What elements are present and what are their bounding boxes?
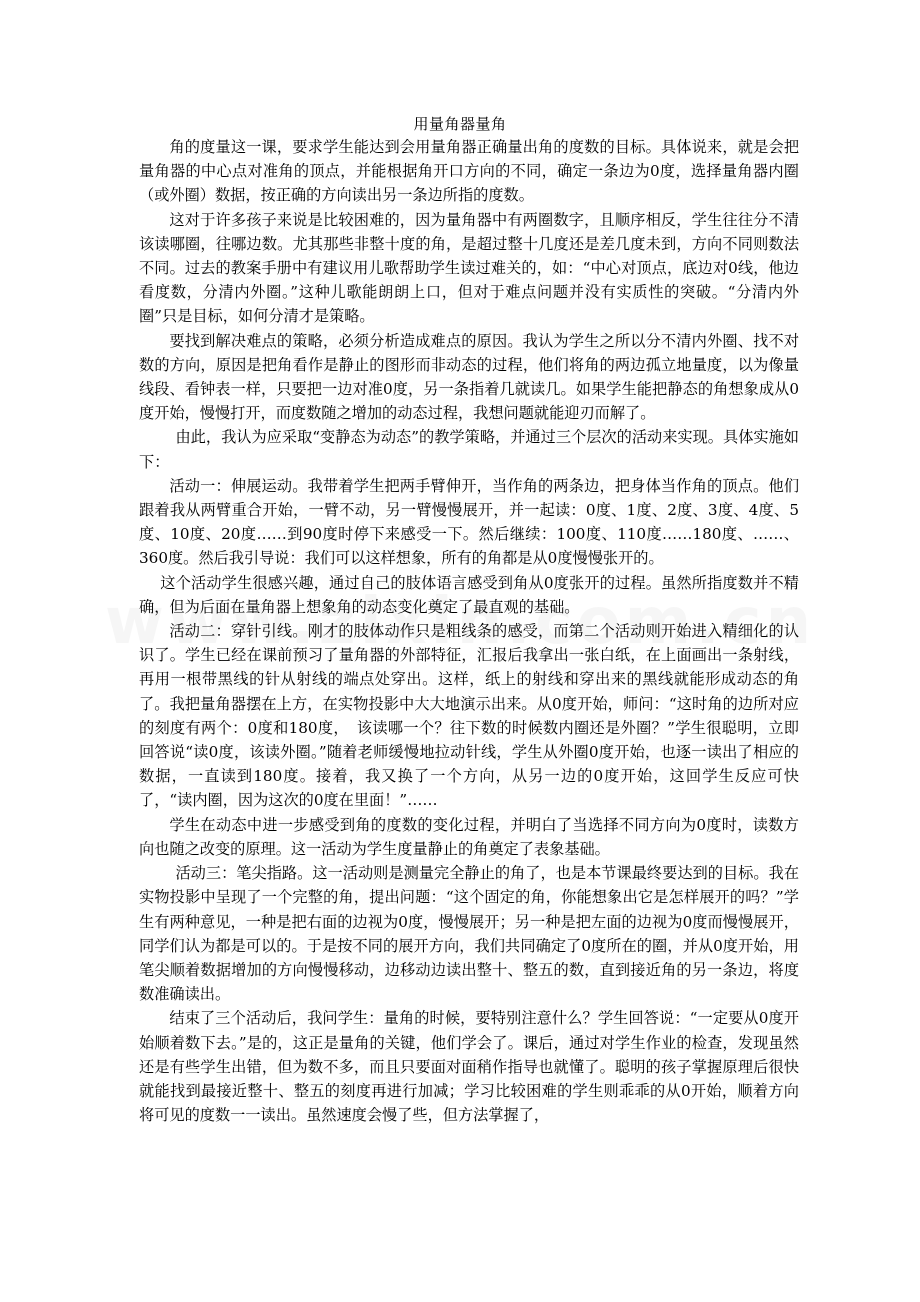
paragraph-4: 由此，我认为应采取“变静态为动态”的教学策略，并通过三个层次的活动来实现。具体实施如下：	[139, 428, 799, 471]
document-title: 用量角器量角	[413, 115, 507, 133]
paragraph-3: 要找到解决难点的策略，必须分析造成难点的原因。我认为学生之所以分不清内外圈、找不对数的方向，原因是把角看作是静止的图形而非动态的过程，他们将角的两边孤立地量度，以为像量线段、看钟表一样，只要把一边对准0度，另一条指着几就读几。如果学生能把静态的角想象成从0度开始，慢慢打开，而度数随之增加的动态过程，我想问题就能迎刃而解了。	[139, 331, 799, 423]
paragraph-6: 学生在动态中进一步感受到角的度数的变化过程，并明白了当选择不同方向为0度时，读数方向也随之改变的原理。这一活动为学生度量静止的角奠定了表象基础。	[139, 815, 799, 858]
paragraph-1: 角的度量这一课，要求学生能达到会用量角器正确量出角的度数的目标。具体说来，就是会把量角器的中心点对准角的顶点，并能根据角开口方向的不同，确定一条边为0度，选择量角器内圈（或外圈）数据，按正确的方向读出另一条边所指的度数。	[139, 138, 799, 205]
document-body	[139, 135, 799, 1127]
paragraph-2: 这对于许多孩子来说是比较困难的，因为量角器中有两圈数字，且顺序相反，学生往往分不清该读哪圈，往哪边数。尤其那些非整十度的角，是超过整十几度还是差几度未到，方向不同则数法不同。过去的教案手册中有建议用儿歌帮助学生读过难关的，如：“中心对顶点，底边对0线，他边看度数，分清内外圈。”这种儿歌能朗朗上口，但对于难点问题并没有实质性的突破。“分清内外圈”只是目标，如何分清才是策略。	[139, 210, 799, 326]
paragraph-7: 结束了三个活动后，我问学生：量角的时候，要特别注意什么？学生回答说：“一定要从0度开始顺着数下去。”是的，这正是量角的关键，他们学会了。课后，通过对学生作业的检查，发现虽然还是有些学生出错，但为数不多，而且只要面对面稍作指导也就懂了。聪明的孩子掌握原理后很快就能找到最接近整十、整五的刻度再进行加减；学习比较困难的学生则乖乖的从0开始，顺着方向将可见的度数一一读出。虽然速度会慢了些，但方法掌握了，	[139, 1009, 799, 1125]
paragraph-5: 这个活动学生很感兴趣，通过自己的肢体语言感受到角从0度张开的过程。虽然所指度数并不精确，但为后面在量角器上想象角的动态变化奠定了最直观的基础。	[139, 573, 799, 616]
paragraph-activity-1: 活动一：伸展运动。我带着学生把两手臂伸开，当作角的两条边，把身体当作角的顶点。他们跟着我从两臂重合开始，一臂不动，另一臂慢慢展开，并一起读：0度、1度、2度、3度、4度、5度、10度、20度……到90度时停下来感受一下。然后继续：100度、110度……180度、……、360度。然后我引导说：我们可以这样想象，所有的角都是从0度慢慢张开的。	[139, 476, 799, 568]
paragraph-activity-2: 活动二：穿针引线。刚才的肢体动作只是粗线条的感受，而第二个活动则开始进入精细化的认识了。学生已经在课前预习了量角器的外部特征，汇报后我拿出一张白纸，在上面画出一条射线，再用一根带黑线的针从射线的端点处穿出。这样，纸上的射线和穿出来的黑线就能形成动态的角了。我把量角器摆在上方，在实物投影中大大地演示出来。从0度开始，师问：“这时角的边所对应的刻度有两个：0度和180度， 该读哪一个？往下数的时候数内圈还是外圈？”学生很聪明，立即回答说“读0度，该读外圈。”随着老师缓慢地拉动针线，学生从外圈0度开始，也逐一读出了相应的数据，一直读到180度。接着，我又换了一个方向，从另一边的0度开始，这回学生反应可快了，“读内圈，因为这次的0度在里面！”……	[139, 622, 799, 810]
paragraph-activity-3: 活动三：笔尖指路。这一活动则是测量完全静止的角了，也是本节课最终要达到的目标。我在实物投影中呈现了一个完整的角，提出问题：“这个固定的角，你能想象出它是怎样展开的吗？”学生有两种意见，一种是把右面的边视为0度，慢慢展开；另一种是把左面的边视为0度而慢慢展开，同学们认为都是可以的。于是按不同的展开方向，我们共同确定了0度所在的圈，并从0度开始，用笔尖顺着数据增加的方向慢慢移动，边移动边读出整十、整五的数，直到接近角的另一条边，将度数准确读出。	[139, 864, 799, 1004]
